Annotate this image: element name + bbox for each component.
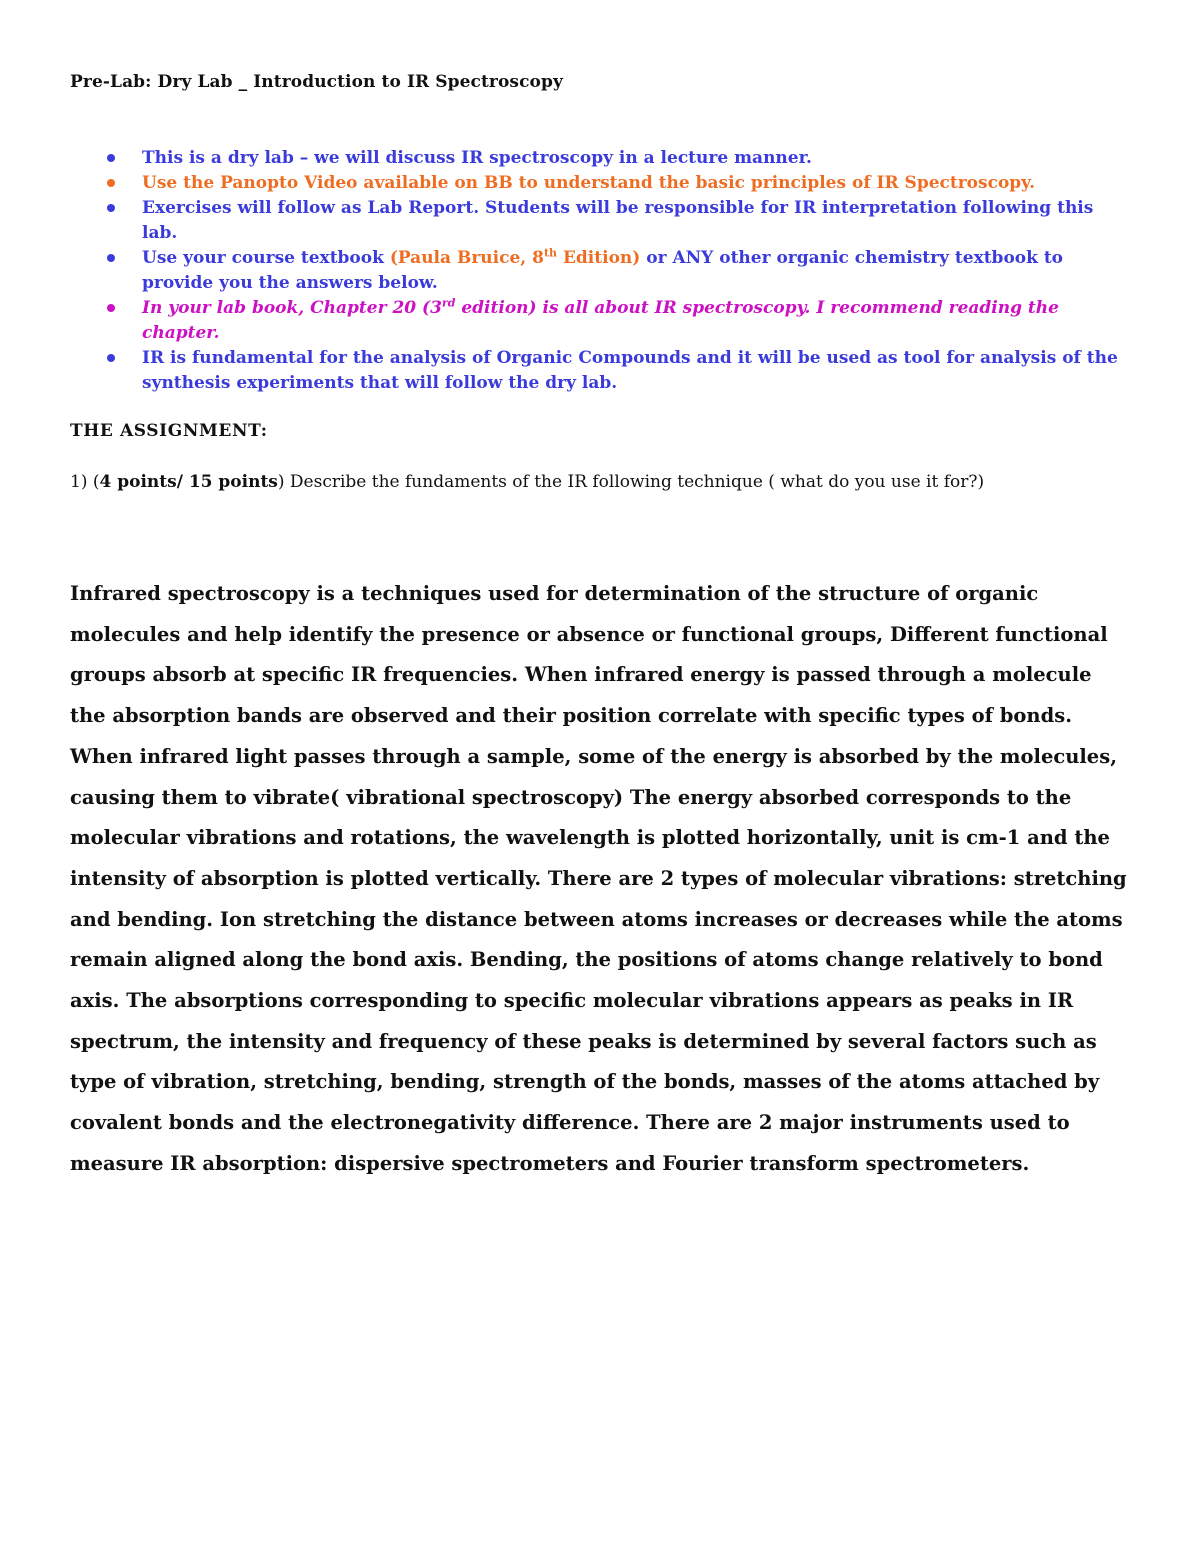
edition-superscript: th [543, 246, 558, 260]
instruction-text: In your lab book, Chapter 20 (3 [142, 298, 442, 318]
document-title: Pre-Lab: Dry Lab _ Introduction to IR Spectroscopy [70, 72, 563, 92]
instruction-item-panopto [104, 171, 1124, 196]
assignment-heading: THE ASSIGNMENT: [70, 421, 268, 441]
instruction-text: Exercises will follow as Lab Report. Students will be responsible for IR interpretation following this lab. [142, 198, 1094, 243]
bullet-dot-icon [107, 179, 115, 187]
textbook-edition-text: Edition) [557, 248, 641, 268]
textbook-reference [390, 248, 641, 268]
edition-superscript: rd [441, 296, 456, 310]
bullet-dot-icon [107, 304, 115, 312]
instruction-item-lab-book [104, 296, 1124, 346]
question-1 [70, 472, 984, 492]
instruction-item-exercises [104, 196, 1124, 246]
bullet-dot-icon [107, 354, 115, 362]
instruction-item-dry-lab [104, 146, 1124, 171]
question-number: 1) ( [70, 472, 100, 492]
instruction-text: IR is fundamental for the analysis of Organic Compounds and it will be used as tool for analysis of the synthesis experiments that will follow the dry lab. [142, 348, 1118, 393]
instruction-item-textbook [104, 246, 1124, 296]
textbook-reference-text: (Paula Bruice, 8 [389, 248, 544, 268]
instructions-list [104, 146, 1124, 396]
instruction-text-continued: edition) is all about IR spectroscopy. I recommend reading the chapter. [142, 298, 1059, 343]
instruction-text-continued: or ANY other organic chemistry textbook to provide you the answers below. [142, 248, 1064, 293]
bullet-dot-icon [107, 254, 115, 262]
bullet-dot-icon [107, 154, 115, 162]
question-points: 4 points/ 15 points [99, 472, 278, 492]
bullet-dot-icon [107, 204, 115, 212]
instruction-text: This is a dry lab – we will discuss IR spectroscopy in a lecture manner. [142, 148, 812, 168]
instruction-item-ir-fundamental [104, 346, 1124, 396]
instruction-text: Use your course textbook [142, 248, 390, 268]
question-text: ) Describe the fundaments of the IR following technique ( what do you use it for?) [277, 472, 985, 492]
answer-paragraph: Infrared spectroscopy is a techniques used for determination of the structure of organic molecules and help identify the presence or absence or functional groups, Different functional groups absorb at specific IR frequencies. When infrared energy is passed through a molecule the absorption bands are observed and their position correlate with specific types of bonds. When infrared light passes through a sample, some of the energy is absorbed by the molecules, causing them to vibrate( vibrational spectroscopy) The energy absorbed corresponds to the molecular vibrations and rotations, the wavelength is plotted horizontally, unit is cm-1 and the intensity of absorption is plotted vertically. There are 2 types of molecular vibrations: stretching and bending. Ion stretching the distance between atoms increases or decreases while the atoms remain aligned along the bond axis. Bending, the positions of atoms change relatively to bond axis. The absorptions corresponding to specific molecular vibrations appears as peaks in IR spectrum, the intensity and frequency of these peaks is determined by several factors such as type of vibration, stretching, bending, strength of the bonds, masses of the atoms attached by covalent bonds and the electronegativity difference. There are 2 major instruments used to measure IR absorption: dispersive spectrometers and Fourier transform spectrometers. [70, 582, 1127, 1175]
instruction-text: Use the Panopto Video available on BB to understand the basic principles of IR Spectroscopy. [142, 173, 1036, 193]
